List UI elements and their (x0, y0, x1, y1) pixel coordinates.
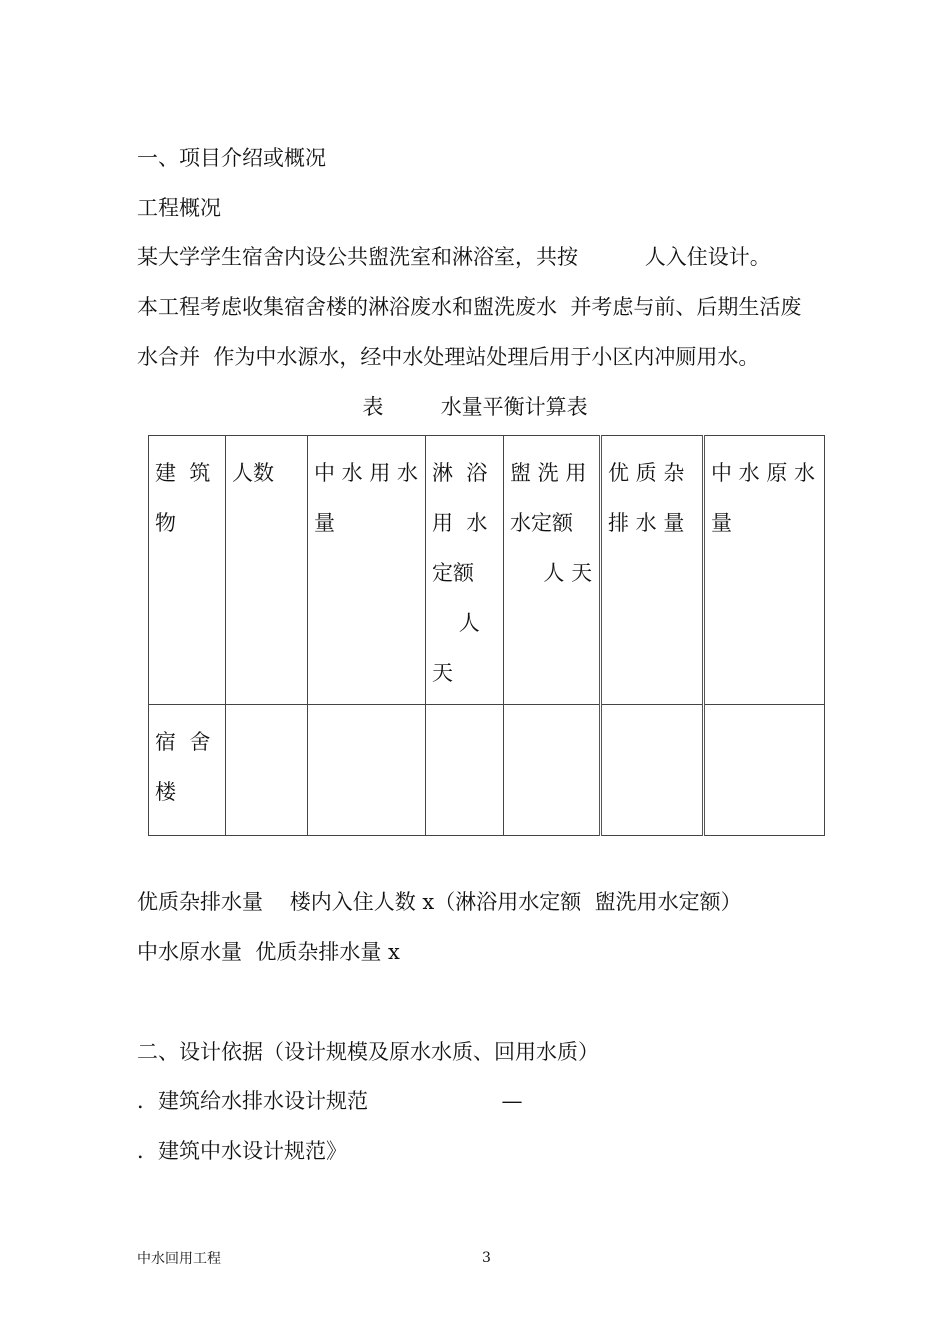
header-source-water-volume: 中 水 原 水 量 (704, 436, 825, 705)
water-balance-table (148, 435, 825, 836)
footer-document-title: 中水回用工程 (137, 1251, 221, 1267)
cell-empty (504, 705, 601, 836)
table-header-row (149, 436, 825, 705)
table-caption (0, 393, 950, 421)
formula-source-water: 中水原水量 优质杂排水量 x (137, 940, 400, 964)
header-building: 建 筑 物 (149, 436, 226, 705)
table-caption-prefix: 表 (362, 395, 384, 419)
reference-item-2: ．建筑中水设计规范》 (137, 1139, 347, 1163)
cell-empty (426, 705, 504, 836)
cell-dormitory: 宿 舍 楼 (149, 705, 226, 836)
table-caption-title: 水量平衡计算表 (440, 395, 588, 419)
cell-empty (704, 705, 825, 836)
header-greywater-volume: 优 质 杂 排 水 量 (601, 436, 704, 705)
cell-empty (226, 705, 308, 836)
header-washroom-quota: 盥 洗 用 水定额 人 天 (504, 436, 601, 705)
paragraph-occupancy: 某大学学生宿舍内设公共盥洗室和淋浴室，共按 人入住设计。 (137, 245, 771, 269)
table-row (149, 705, 825, 836)
page-number: 3 (482, 1250, 491, 1266)
formula-greywater: 优质杂排水量 楼内入住人数 x（淋浴用水定额 盥洗用水定额） (137, 890, 742, 914)
paragraph-source-line-2: 水合并 作为中水源水，经中水处理站处理后用于小区内冲厕用水。 (137, 345, 760, 369)
reference-item-1: ．建筑给水排水设计规范 — (137, 1089, 523, 1113)
header-population: 人数 (226, 436, 308, 705)
header-shower-quota: 淋 浴 用 水 定额 人 天 (426, 436, 504, 705)
cell-empty (601, 705, 704, 836)
header-reclaimed-water-use: 中 水 用 水 量 (308, 436, 426, 705)
subheading-project-overview: 工程概况 (137, 196, 221, 220)
section-heading-design-basis: 二、设计依据（设计规模及原水水质、回用水质） (137, 1040, 599, 1064)
section-heading-overview: 一、项目介绍或概况 (137, 146, 326, 170)
paragraph-source-line-1: 本工程考虑收集宿舍楼的淋浴废水和盥洗废水 并考虑与前、后期生活废 (137, 295, 802, 319)
cell-empty (308, 705, 426, 836)
